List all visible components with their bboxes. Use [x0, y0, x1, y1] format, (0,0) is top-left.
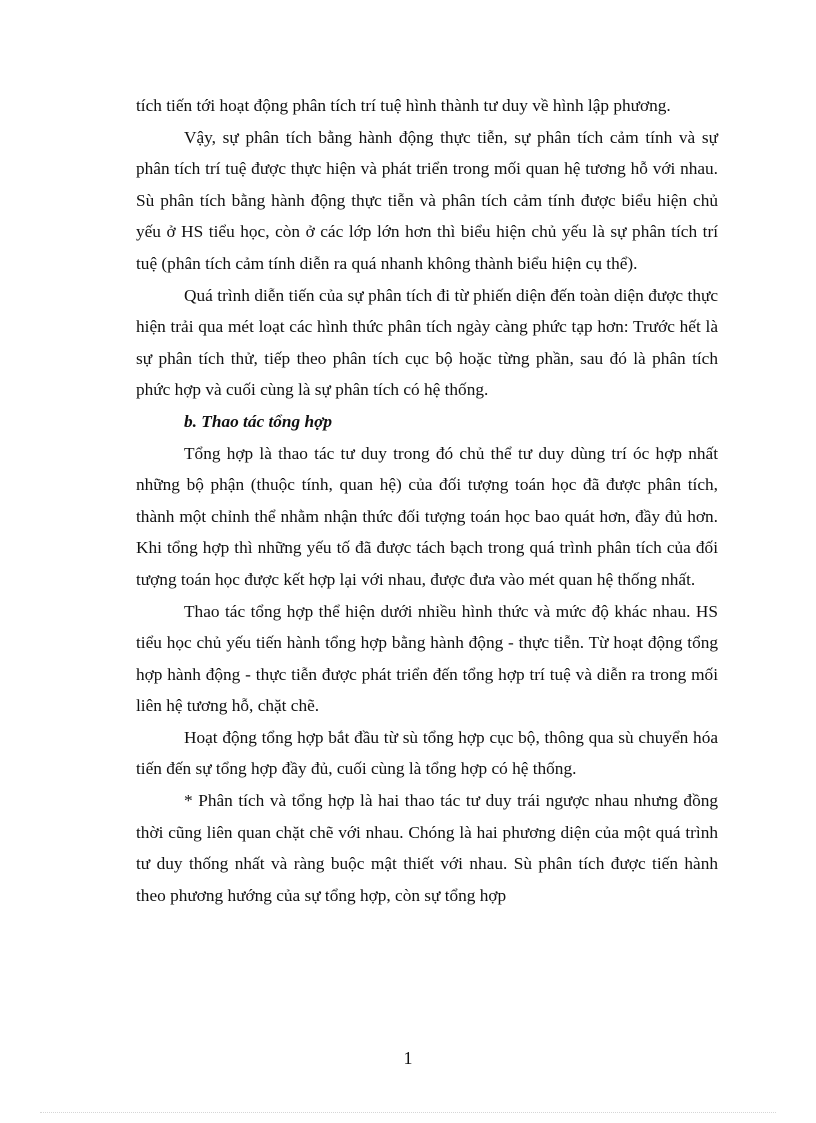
page-number: 1 — [403, 1048, 413, 1068]
paragraph-continued: tích tiến tới hoạt động phân tích trí tuệ hình thành tư duy về hình lập phương. — [136, 96, 671, 115]
paragraph-synthesis-process: Hoạt động tổng hợp bắt đầu từ sù tổng hợp cục bộ, thông qua sù chuyển hóa tiến đến sự tổng hợp đầy đủ, cuối cùng là tổng hợp có hệ thống. — [136, 727, 718, 779]
paragraph-analysis-progression: Quá trình diễn tiến của sự phân tích đi từ phiến diện đến toàn diện được thực hiện trải qua mét loạt các hình thức phân tích ngày càng phức tạp hơn: Trước hết là sự phân tích thử, tiếp theo phân tích cục bộ hoặc từng phần, sau đó là phân tích phức hợp và cuối cùng là sự phân tích có hệ thống. — [136, 285, 718, 400]
section-heading: b. Thao tác tổng hợp — [184, 411, 333, 431]
document-body — [136, 90, 718, 911]
paragraph-synthesis-definition: Tổng hợp là thao tác tư duy trong đó chủ thể tư duy dùng trí óc hợp nhất những bộ phận (thuộc tính, quan hệ) của đối tượng toán học đã được phân tích, thành một chỉnh thể nhằm nhận thức đối tượng toán học bao quát hơn, đầy đủ hơn. Khi tổng hợp thì những yếu tố đã được tách bạch trong quá trình phân tích của đối tượng toán học được kết hợp lại với nhau, được đưa vào mét quan hệ thống nhất. — [136, 443, 718, 589]
paragraph-synthesis-forms: Thao tác tổng hợp thể hiện dưới nhiều hình thức và mức độ khác nhau. HS tiểu học chủ yếu tiến hành tổng hợp bằng hành động - thực tiễn. Từ hoạt động tổng hợp hành động - thực tiễn được phát triển đến tổng hợp trí tuệ và diễn ra trong mối liên hệ tương hỗ, chặt chẽ. — [136, 601, 718, 716]
paragraph-analysis-synthesis-relation: * Phân tích và tổng hợp là hai thao tác tư duy trái ngược nhau nhưng đồng thời cũng liên quan chặt chẽ với nhau. Chóng là hai phương diện của một quá trình tư duy thống nhất và ràng buộc mật thiết với nhau. Sù phân tích được tiến hành theo phương hướng của sự tổng hợp, còn sự tổng hợp — [136, 791, 718, 905]
paragraph-analysis-relations: Vậy, sự phân tích bằng hành động thực tiễn, sự phân tích cảm tính và sự phân tích trí tuệ được thực hiện và phát triển trong mối quan hệ tương hỗ với nhau. Sù phân tích bằng hành động thực tiễn và phân tích cảm tính được biểu hiện chủ yếu ở HS tiểu học, còn ở các lớp lớn hơn thì biểu hiện chủ yếu là sự phân tích trí tuệ (phân tích cảm tính diễn ra quá nhanh không thành biểu hiện cụ thể). — [136, 127, 718, 273]
page-bottom-divider — [40, 1112, 776, 1113]
